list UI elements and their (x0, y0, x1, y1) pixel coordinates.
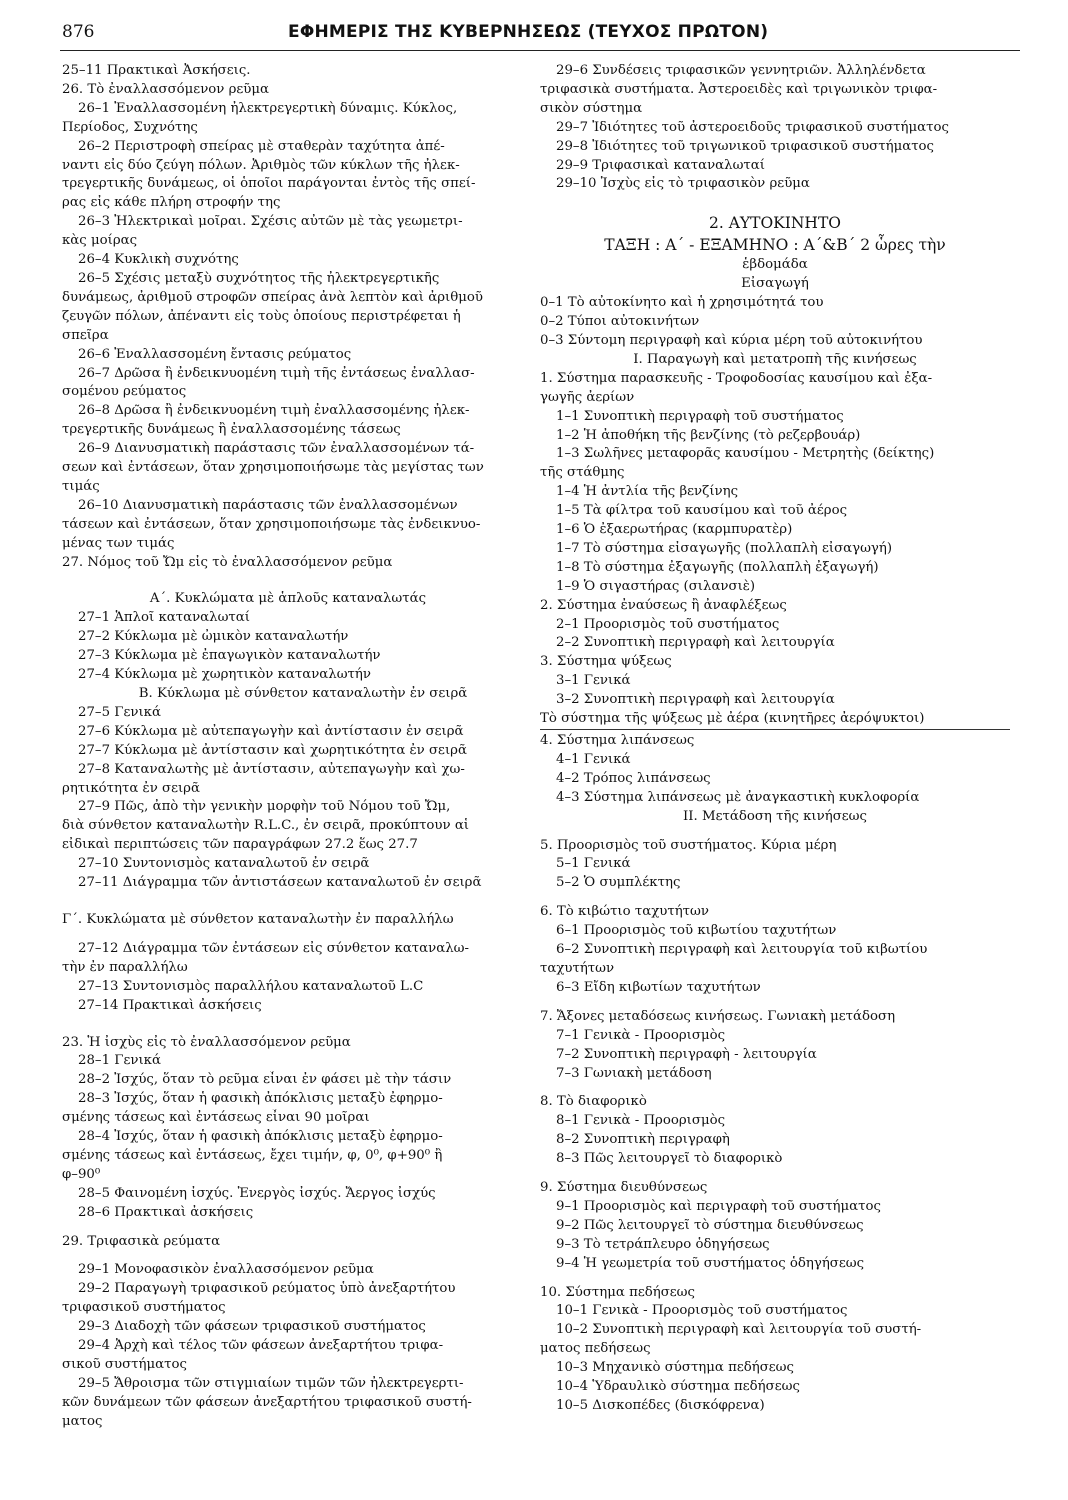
text-line: 10–5 Δισκοπέδες (δισκόφρενα) (556, 1398, 765, 1413)
text-line: τριφασικὰ συστήματα. Ἀστεροειδὲς καὶ τριγωνικὸν τριφα- (540, 81, 938, 97)
text-line: 27–2 Κύκλωμα μὲ ὠμικὸν καταναλωτήν (78, 629, 349, 645)
text-line: γωγῆς ἀερίων (540, 389, 635, 405)
text-line: 26–7 Δρῶσα ἢ ἐνδεικνυομένη τιμὴ τῆς ἐντάσεως ἐναλλασ- (78, 365, 475, 381)
text-line: 3–2 Συνοπτικὴ περιγραφὴ καὶ λειτουργία (556, 692, 835, 708)
text-line: Β. Κύκλωμα μὲ σύνθετον καταναλωτὴν ἐν σειρᾶ (138, 686, 468, 701)
text-line: σικὸν σύστημα (540, 100, 643, 116)
text-line: ματος (62, 1413, 103, 1429)
text-line: 27–5 Γενικά (78, 704, 161, 720)
text-line: 23. Ἡ ἰσχὺς εἰς τὸ ἐναλλασσόμενον ρεῦμα (62, 1034, 351, 1050)
text-line: 26. Τὸ ἐναλλασσόμενον ρεῦμα (62, 81, 270, 97)
page-header (62, 16, 1012, 52)
text-line: 29–4 Ἀρχὴ καὶ τέλος τῶν φάσεων ἀνεξαρτήτου τριφα- (78, 1338, 444, 1354)
text-line: 27–9 Πῶς, ἀπὸ τὴν γενικὴν μορφὴν τοῦ Νόμου τοῦ Ὤμ, (78, 799, 451, 815)
text-line: 27–7 Κύκλωμα μὲ ἀντίστασιν καὶ χωρητικότητα ἐν σειρᾶ (78, 742, 467, 758)
text-line: τιμάς (62, 478, 100, 494)
text-line: Γ΄. Κυκλώματα μὲ σύνθετον καταναλωτὴν ἐν παραλλήλω (62, 911, 454, 927)
spacer (540, 1274, 1010, 1284)
text-line: 3. Σύστημα ψύξεως (540, 654, 672, 670)
text-line: 8. Τὸ διαφορικὸ (540, 1094, 647, 1110)
text-line: 27–8 Καταναλωτὴς μὲ ἀντίστασιν, αὐτεπαγωγὴν καὶ χω- (78, 761, 465, 777)
text-line: τὴν ἐν παραλλήλω (62, 959, 188, 975)
text-line: τρεγερτικῆς δυνάμεως ἢ ἐναλλασσομένης τάσεως (62, 422, 401, 438)
text-line: 25–11 Πρακτικαὶ Ἀσκήσεις. (62, 63, 251, 78)
text-line: 7. Ἄξονες μεταδόσεως κινήσεως. Γωνιακὴ μετάδοση (540, 1008, 896, 1024)
spacer (540, 1083, 1010, 1093)
text-line: 1–2 Ἡ ἀποθήκη τῆς βενζίνης (τὸ ρεζερβουάρ) (556, 427, 861, 443)
text-line: ταχυτήτων (540, 960, 615, 976)
text-line: 10–1 Γενικὰ - Προορισμὸς τοῦ συστήματος (556, 1303, 848, 1319)
spacer (540, 194, 1010, 212)
text-line: τρεγερτικῆς δυνάμεως, οἱ ὁποῖοι παράγονται ἐντὸς τῆς σπεί- (62, 176, 476, 192)
text-line: 1–9 Ὁ σιγαστήρας (σιλανσιὲ) (556, 578, 756, 594)
text-line: ἑβδομάδα (742, 257, 808, 273)
left-column (62, 62, 514, 1492)
text-line: 26–8 Δρῶσα ἢ ἐνδεικνυομένη τιμὴ ἐναλλασσομένης ἠλεκ- (78, 403, 470, 419)
text-line: 28–3 Ἰσχύς, ὅταν ἡ φασικὴ ἀπόκλισις μεταξὺ ἐφηρμο- (78, 1091, 443, 1107)
text-line: σομένου ρεύματος (62, 384, 187, 400)
text-line: 9–2 Πῶς λειτουργεῖ τὸ σύστημα διευθύνσεως (556, 1217, 864, 1233)
text-line: 29–9 Τριφασικαὶ καταναλωταί (556, 157, 765, 173)
text-line: 1–7 Τὸ σύστημα εἰσαγωγῆς (πολλαπλὴ εἰσαγωγή) (556, 540, 893, 556)
text-line: 0–3 Σύντομη περιγραφὴ καὶ κύρια μέρη τοῦ αὐτοκινήτου (540, 332, 923, 348)
text-line: τριφασικοῦ συστήματος (62, 1300, 226, 1316)
text-line: 29–8 Ἰδιότητες τοῦ τριγωνικοῦ τριφασικοῦ συστήματος (556, 138, 935, 154)
text-line: 29–1 Μονοφασικὸν ἐναλλασσόμενον ρεῦμα (78, 1262, 374, 1278)
text-line: 26–1 Ἐναλλασσομένη ἠλεκτρεγερτικὴ δύναμις. Κύκλος, (78, 100, 458, 116)
text-line: 28–6 Πρακτικαὶ ἀσκήσεις (78, 1204, 254, 1220)
text-line: 1–6 Ὁ ἐξαερωτήρας (καρμπυρατὲρ) (556, 522, 793, 538)
text-line: 1–1 Συνοπτικὴ περιγραφὴ τοῦ συστήματος (556, 408, 844, 424)
text-line: 27–13 Συντονισμὸς παραλλήλου καταναλωτοῦ L.C (78, 978, 424, 994)
text-line: Εἰσαγωγή (741, 276, 809, 292)
text-line: ρας εἰς κάθε πλήρη στροφήν της (62, 195, 281, 211)
text-line: 6–3 Εἴδη κιβωτίων ταχυτήτων (556, 979, 761, 995)
page-number: 876 (62, 22, 95, 42)
text-line: 28–5 Φαινομένη ἰσχύς. Ἐνεργὸς ἰσχύς. Ἄεργος ἰσχύς (78, 1185, 436, 1201)
page-title: ΕΦΗΜΕΡΙΣ ΤΗΣ ΚΥΒΕΡΝΗΣΕΩΣ (ΤΕΥΧΟΣ ΠΡΩΤΟΝ) (288, 22, 769, 42)
text-line: 8–3 Πῶς λειτουργεῖ τὸ διαφορικὸ (556, 1151, 783, 1167)
text-line: 0–1 Τὸ αὐτοκίνητο καὶ ἡ χρησιμότητά του (540, 295, 824, 311)
text-line: 27–11 Διάγραμμα τῶν ἀντιστάσεων καταναλωτοῦ ἐν σειρᾶ (78, 875, 482, 891)
text-line: 26–10 Διανυσματικὴ παράστασις τῶν ἐναλλασσομένων (78, 497, 458, 513)
text-line: 4. Σύστημα λιπάνσεως (540, 733, 695, 748)
text-line: ματος πεδήσεως (540, 1341, 651, 1357)
text-line: 7–1 Γενικὰ - Προορισμὸς (556, 1027, 726, 1043)
text-line: μένας των τιμάς (62, 535, 175, 551)
text-line: 0–2 Τύποι αὐτοκινήτων (540, 314, 700, 330)
text-line: Τὸ σύστημα τῆς ψύξεως μὲ ἀέρα (κινητῆρες ἀερόψυκτοι) (540, 710, 1010, 730)
text-line: 26–4 Κυκλικὴ συχνότης (78, 252, 239, 268)
text-line: ΙΙ. Μετάδοση τῆς κινήσεως (683, 808, 867, 824)
text-line: 7–2 Συνοπτικὴ περιγραφὴ - λειτουργία (556, 1046, 817, 1062)
text-line: 6–2 Συνοπτικὴ περιγραφὴ καὶ λειτουργία τοῦ κιβωτίου (556, 942, 928, 958)
text-line: 8–1 Γενικὰ - Προορισμὸς (556, 1113, 726, 1129)
text-line: σμένης τάσεως καὶ ἐντάσεως εἶναι 90 μοῖραι (62, 1110, 370, 1126)
text-line: σεων καὶ ἐντάσεων, ὅταν χρησιμοποιήσωμε τὰς μεγίστας των (62, 460, 484, 476)
text-line: 26–5 Σχέσις μεταξὺ συχνότητος τῆς ἠλεκτρεγερτικῆς (78, 270, 440, 286)
text-line: 1–8 Τὸ σύστημα ἐξαγωγῆς (πολλαπλὴ ἐξαγωγή) (556, 559, 879, 575)
spacer (62, 1223, 514, 1233)
text-line: 7–3 Γωνιακὴ μετάδοση (556, 1065, 712, 1081)
text-line: 27–10 Συντονισμὸς καταναλωτοῦ ἐν σειρᾶ (78, 856, 370, 872)
text-line: 26–2 Περιστροφὴ σπείρας μὲ σταθερὰν ταχύτητα ἀπέ- (78, 138, 445, 154)
text-line: 1–4 Ἡ ἀντλία τῆς βενζίνης (556, 484, 739, 500)
text-line: 28–1 Γενικά (78, 1053, 161, 1069)
spacer (540, 893, 1010, 903)
text-line: 2–2 Συνοπτικὴ περιγραφὴ καὶ λειτουργία (556, 635, 835, 651)
spacer (62, 893, 514, 911)
text-line: 5. Προορισμὸς τοῦ συστήματος. Κύρια μέρη (540, 837, 837, 853)
text-line: 27–12 Διάγραμμα τῶν ἐντάσεων εἰς σύνθετον καταναλω- (78, 940, 469, 956)
text-line: 1–5 Τὰ φίλτρα τοῦ καυσίμου καὶ τοῦ ἀέρος (556, 503, 848, 519)
text-line: 9–3 Τὸ τετράπλευρο ὁδηγήσεως (556, 1236, 770, 1252)
text-line: 9–4 Ἡ γεωμετρία τοῦ συστήματος ὁδηγήσεως (556, 1255, 865, 1271)
text-line: 26–9 Διανυσματικὴ παράστασις τῶν ἐναλλασσομένων τά- (78, 441, 475, 457)
text-line: κῶν δυνάμεων τῶν φάσεων ἀνεξαρτήτου τριφασικοῦ συστή- (62, 1394, 472, 1410)
text-line: 6. Τὸ κιβώτιο ταχυτήτων (540, 904, 709, 920)
text-line: 5–1 Γενικά (556, 856, 631, 872)
text-line: σπεῖρα (62, 327, 109, 343)
text-line: φ–90⁰ (62, 1166, 101, 1182)
text-line: 29–3 Διαδοχὴ τῶν φάσεων τριφασικοῦ συστήματος (78, 1319, 426, 1335)
text-line: κὰς μοίρας (62, 233, 138, 249)
text-line: 29. Τριφασικὰ ρεύματα (62, 1233, 221, 1249)
text-line: ρητικότητα ἐν σειρᾶ (62, 780, 200, 796)
text-line: 2. Σύστημα ἐναύσεως ἢ ἀναφλέξεως (540, 597, 787, 613)
text-line: 4–3 Σύστημα λιπάνσεως μὲ ἀναγκαστικὴ κυκλοφορία (556, 789, 920, 805)
header-rule (60, 50, 1020, 51)
text-line: 29–2 Παραγωγὴ τριφασικοῦ ρεύματος ὑπὸ ἀνεξαρτήτου (78, 1281, 456, 1297)
text-line: 29–6 Συνδέσεις τριφασικῶν γεννητριῶν. Ἀλληλένδετα (556, 63, 926, 78)
text-line: 27–3 Κύκλωμα μὲ ἐπαγωγικὸν καταναλωτήν (78, 648, 381, 664)
spacer (540, 827, 1010, 837)
text-line: 10. Σύστημα πεδήσεως (540, 1284, 695, 1300)
text-line: διὰ σύνθετον καταναλωτὴν R.L.C., ἐν σειρᾶ, προκύπτουν αἱ (62, 818, 470, 834)
text-line: Α΄. Κυκλώματα μὲ ἁπλοῦς καταναλωτάς (149, 591, 427, 607)
text-line: 27–1 Ἁπλοῖ καταναλωταί (78, 610, 250, 626)
text-line: 6–1 Προορισμὸς τοῦ κιβωτίου ταχυτήτων (556, 923, 837, 939)
text-line: 3–1 Γενικά (556, 673, 631, 689)
text-line: ΤΑΞΗ : Α΄ - ΕΞΑΜΗΝΟ : Α΄&Β΄ 2 ὧρες τὴν (604, 236, 946, 255)
spacer (540, 998, 1010, 1008)
text-line: 29–7 Ἰδιότητες τοῦ ἀστεροειδοῦς τριφασικοῦ συστήματος (556, 119, 949, 135)
spacer (62, 1016, 514, 1034)
spacer (62, 1251, 514, 1261)
text-line: 2. ΑΥΤΟΚΙΝΗΤΟ (708, 214, 841, 233)
text-line: 10–3 Μηχανικὸ σύστημα πεδήσεως (556, 1360, 794, 1376)
spacer (540, 1169, 1010, 1179)
text-line: 29–5 Ἄθροισμα τῶν στιγμιαίων τιμῶν τῶν ἠλεκτρεγερτι- (78, 1375, 464, 1391)
text-line: 27–4 Κύκλωμα μὲ χωρητικὸν καταναλωτήν (78, 667, 371, 683)
text-line: 5–2 Ὁ συμπλέκτης (556, 875, 681, 891)
text-line: 4–2 Τρόπος λιπάνσεως (556, 770, 711, 786)
text-line: 10–2 Συνοπτικὴ περιγραφὴ καὶ λειτουργία τοῦ συστή- (556, 1322, 922, 1338)
text-line: τῆς στάθμης (540, 465, 625, 481)
text-line: 26–6 Ἐναλλασσομένη ἔντασις ρεύματος (78, 346, 352, 362)
text-line: εἰδικαὶ περιπτώσεις τῶν παραγράφων 27.2 ἕως 27.7 (62, 837, 418, 853)
text-line: 9. Σύστημα διευθύνσεως (540, 1180, 708, 1196)
text-line: σικοῦ συστήματος (62, 1357, 187, 1372)
text-line: τάσεων καὶ ἐντάσεων, ὅταν χρησιμοποιήσωμε τὰς ἐνδεικνυο- (62, 516, 481, 532)
text-line: 27–14 Πρακτικαὶ ἀσκήσεις (78, 997, 262, 1013)
text-line: 9–1 Προορισμὸς καὶ περιγραφὴ τοῦ συστήματος (556, 1198, 881, 1214)
text-line: 2–1 Προορισμὸς τοῦ συστήματος (556, 616, 780, 632)
text-line: 26–3 Ἠλεκτρικαὶ μοῖραι. Σχέσις αὐτῶν μὲ τὰς γεωμετρι- (78, 214, 463, 230)
text-line: 27–6 Κύκλωμα μὲ αὐτεπαγωγὴν καὶ ἀντίστασιν ἐν σειρᾶ (78, 723, 464, 739)
text-line: 1–3 Σωλῆνες μεταφορᾶς καυσίμου - Μετρητὴς (δείκτης) (556, 446, 935, 462)
text-line: 27. Νόμος τοῦ Ὤμ εἰς τὸ ἐναλλασσόμενον ρεῦμα (62, 554, 393, 570)
text-line: 29–10 Ἰσχὺς εἰς τὸ τριφασικὸν ρεῦμα (556, 176, 810, 192)
text-line: 8–2 Συνοπτικὴ περιγραφὴ (556, 1132, 730, 1148)
text-line: 4–1 Γενικά (556, 751, 631, 767)
text-line: Περίοδος, Συχνότης (62, 119, 198, 135)
spacer (62, 572, 514, 590)
text-line: δυνάμεως, ἀριθμοῦ στροφῶν σπείρας ἀνὰ λεπτὸν καὶ ἀριθμοῦ (62, 289, 483, 305)
text-line: 1. Σύστημα παρασκευῆς - Τροφοδοσίας καυσίμου καὶ ἐξα- (540, 370, 933, 386)
text-line: Ι. Παραγωγὴ καὶ μετατροπὴ τῆς κινήσεως (633, 351, 917, 367)
text-line: ζευγῶν πόλων, ἀπέναντι εἰς τοὺς ὁποίους περιστρέφεται ἡ (62, 308, 461, 324)
text-line: 28–4 Ἰσχύς, ὅταν ἡ φασικὴ ἀπόκλισις μεταξὺ ἐφηρμο- (78, 1129, 443, 1145)
text-line: 28–2 Ἰσχύς, ὅταν τὸ ρεῦμα εἶναι ἐν φάσει μὲ τὴν τάσιν (78, 1072, 452, 1088)
text-line: σμένης τάσεως καὶ ἐντάσεως, ἔχει τιμήν, φ, 0⁰, φ+90⁰ ἢ (62, 1147, 443, 1163)
spacer (62, 930, 514, 940)
text-line: ναντι εἰς δύο ζεύγη πόλων. Ἀριθμὸς τῶν κύκλων τῆς ἠλεκ- (62, 157, 460, 173)
text-line: 10–4 Ὑδραυλικὸ σύστημα πεδήσεως (556, 1379, 800, 1395)
right-column (540, 62, 1010, 1492)
